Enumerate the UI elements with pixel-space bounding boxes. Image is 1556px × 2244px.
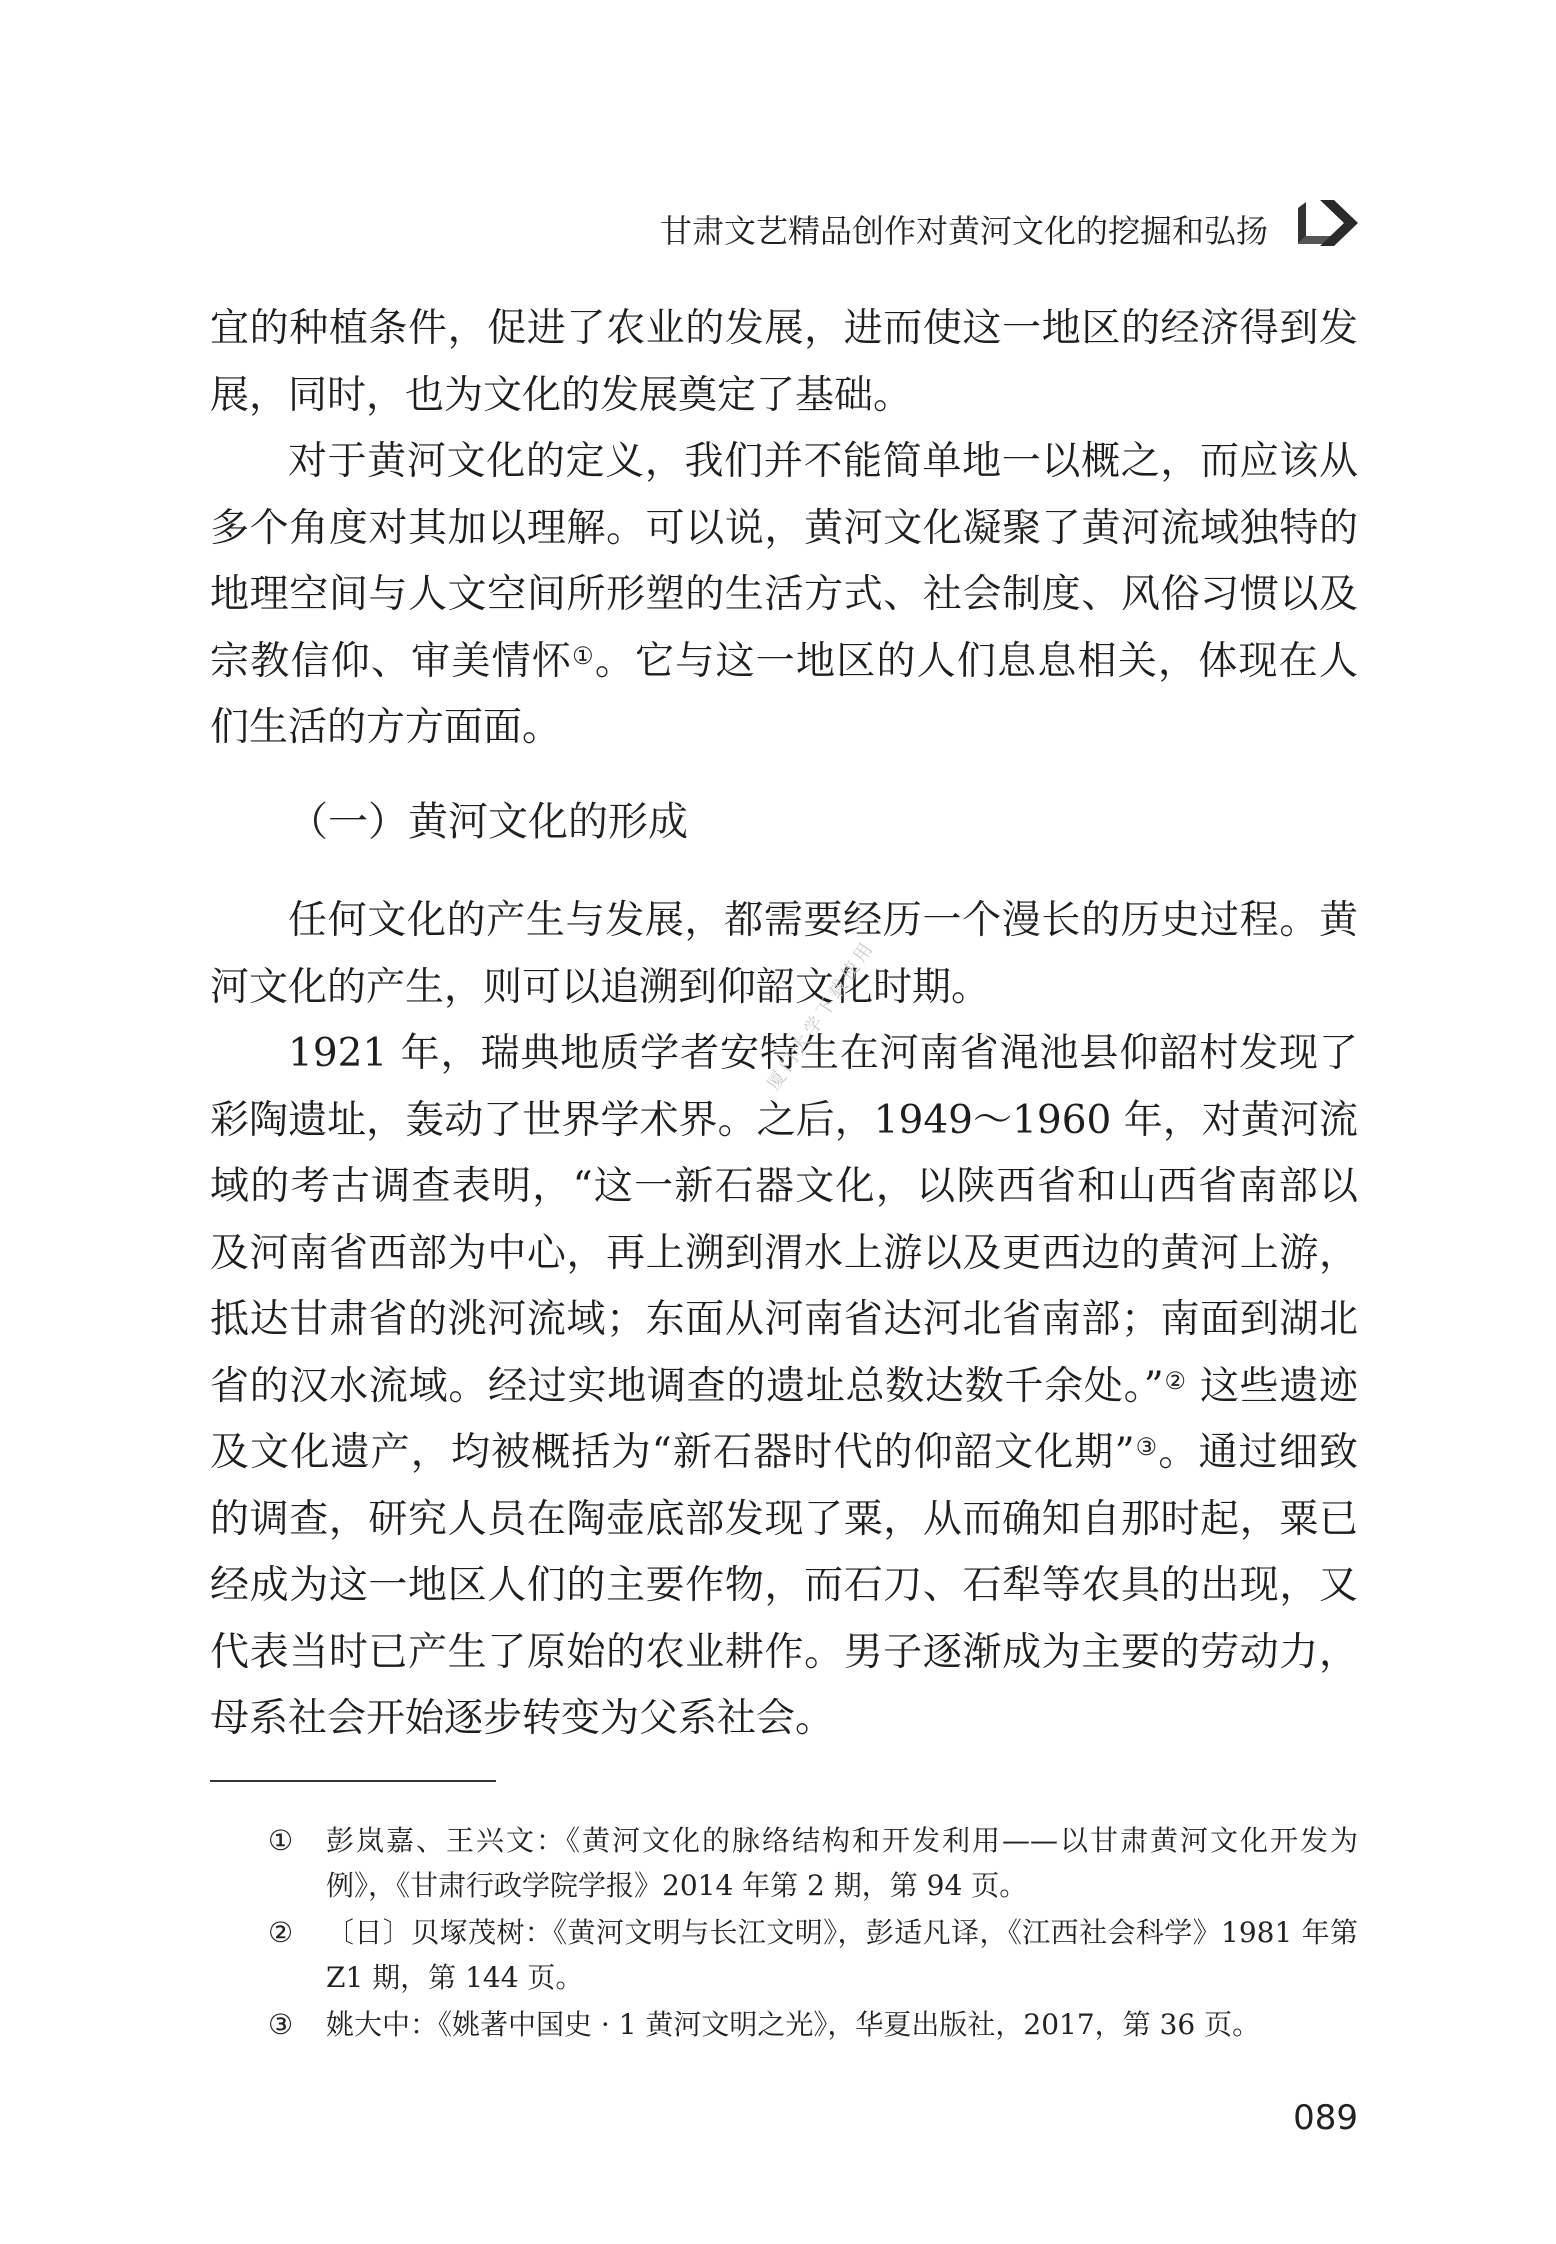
page-number: 089 — [1293, 2098, 1358, 2138]
body-block-top — [210, 296, 1358, 762]
footnotes — [268, 1818, 1358, 2049]
paragraph-yangshao — [210, 1021, 1358, 1753]
paragraph-continued: 宜的种植条件，促进了农业的发展，进而使这一地区的经济得到发展，同时，也为文化的发展奠定了基础。 — [210, 306, 1358, 418]
paragraph-definition-text-a: 对于黄河文化的定义，我们并不能简单地一以概之，而应该从多个角度对其加以理解。可以说，黄河文化凝聚了黄河流域独特的地理空间与人文空间所形塑的生活方式、社会制度、风俗习惯以及宗教信仰、审美情怀 — [210, 439, 1358, 684]
download-watermark: 厦门大学下载使用 — [763, 936, 880, 1094]
paragraph-yangshao-text-a: 1921 年，瑞典地质学者安特生在河南省渑池县仰韶村发现了彩陶遗址，轰动了世界学术界。之后，1949～1960 年，对黄河流域的考古调查表明，“这一新石器文化，以陕西省和山西省南部以及河南省西部为中心，再上溯到渭水上游以及更西边的黄河上游，抵达甘肃省的洮河流域；东面从河南省达河北省南部；南面到湖北省的汉水流域。经过实地调查的遗址总数达数千余处。” — [210, 1031, 1358, 1409]
paragraph-definition — [210, 429, 1358, 762]
paragraph-yangshao-text-b: 这些遗迹及文化遗产，均被概括为“新石器时代的仰韶文化期” — [210, 1363, 1358, 1475]
footnote-text: 彭岚嘉、王兴文：《黄河文化的脉络结构和开发利用——以甘肃黄河文化开发为例》，《甘肃行政学院学报》2014 年第 2 期，第 94 页。 — [326, 1824, 1358, 1902]
footnote-3 — [268, 2002, 1358, 2047]
running-header — [600, 198, 1360, 258]
paragraph-origin: 任何文化的产生与发展，都需要经历一个漫长的历史过程。黄河文化的产生，则可以追溯到仰韶文化时期。 — [210, 898, 1358, 1010]
chevron-arrow-logo-icon — [1294, 198, 1360, 248]
paragraph-yangshao-text-c: 。通过细致的调查，研究人员在陶壶底部发现了粟，从而确知自那时起，粟已经成为这一地区人们的主要作物，而石刀、石犁等农具的出现，又代表当时已产生了原始的农业耕作。男子逐渐成为主要的劳动力，母系社会开始逐步转变为父系社会。 — [210, 1430, 1358, 1741]
footnote-mark: ③ — [268, 2008, 294, 2041]
footnote-1 — [268, 1818, 1358, 1908]
footnote-2 — [268, 1910, 1358, 2000]
footnote-ref-1[interactable]: ① — [572, 641, 595, 670]
body-block-bottom — [210, 888, 1358, 1753]
footnote-mark: ② — [268, 1916, 294, 1949]
footnote-ref-3[interactable]: ③ — [1134, 1433, 1159, 1461]
footnote-text: 姚大中：《姚著中国史 · 1 黄河文明之光》，华夏出版社，2017，第 36 页。 — [326, 2008, 1261, 2041]
footnote-ref-2[interactable]: ② — [1163, 1366, 1187, 1395]
section-subheading: （一）黄河文化的形成 — [288, 799, 688, 845]
paragraph-definition-text-b: 。它与这一地区的人们息息相关，体现在人们生活的方方面面。 — [210, 638, 1358, 750]
running-header-title: 甘肃文艺精品创作对黄河文化的挖掘和弘扬 — [659, 212, 1268, 250]
footnote-divider — [210, 1780, 496, 1782]
footnote-text: 〔日〕贝塚茂树：《黄河文明与长江文明》，彭适凡译，《江西社会科学》1981 年第 Z1 期，第 144 页。 — [326, 1916, 1358, 1994]
footnote-mark: ① — [268, 1824, 294, 1857]
